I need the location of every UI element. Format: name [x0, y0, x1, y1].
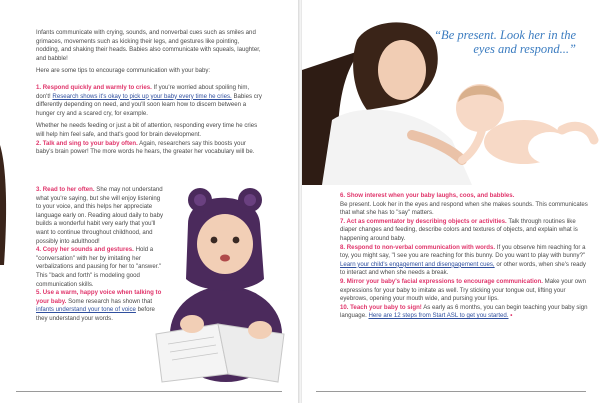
intro-paragraph: Infants communicate with crying, sounds, and nonverbal cues such as smiles and grimaces, movements such as kicking their legs, and gestures like pointing, nodding, and shaking their heads. Babies also communicate with squeals, laughter, and babble! [36, 29, 261, 62]
tip-6 [340, 192, 592, 201]
tip-10 [340, 304, 592, 321]
tip-4-body: Hold a "conversation" with her by imitating her verbalizations and pausing for her to "answer." This "back and forth" is modeling good communication skills. [36, 246, 162, 288]
tip-4 [36, 246, 166, 289]
tip-10-asl-link[interactable]: Here are 12 steps from Start ASL to get you started. [368, 312, 509, 320]
tip-7-heading: 7. Act as commentator by describing objects or activities. [340, 217, 507, 225]
left-column-lower [36, 186, 166, 324]
pull-quote: “Be present. Look her in the eyes and respond...” [434, 28, 576, 56]
tip-5 [36, 289, 166, 323]
right-page [302, 0, 600, 403]
tip-8-heading: 8. Respond to non-verbal communication with words. [340, 243, 496, 251]
woman-hair-edge-illustration [0, 145, 8, 265]
tip-9 [340, 278, 592, 304]
tip-9-body: Make your own expressions for your baby to imitate as well. Try sticking your tongue out, lifting your eyebrows, opening your mouth wide, and pursing your lips. [340, 277, 586, 303]
baby-reading-book-photo [148, 184, 298, 384]
tip-1-heading: 1. Respond quickly and warmly to cries. [36, 83, 152, 91]
tip-2 [36, 140, 264, 157]
intro-text-block [36, 29, 264, 157]
tip-1 [36, 84, 264, 118]
tip-10-heading: 10. Teach your baby to sign! [340, 303, 422, 311]
right-bottom-rule [316, 391, 586, 392]
tip-8-post: or other words, when she's ready to interact and when she needs a break. [340, 260, 586, 277]
tip-2-heading: 2. Talk and sing to your baby often. [36, 139, 138, 147]
tip-3-heading: 3. Read to her often. [36, 186, 95, 193]
tip-6-heading: 6. Show interest when your baby laughs, coos, and babbles. [340, 192, 515, 199]
tip-5-post: before they understand your words. [36, 306, 155, 322]
tip-1-pre: If you're worried about spoiling him, don't! [36, 83, 250, 100]
tip-8-pre: If you observe him reaching for a toy, you might say, "I see you are reaching for this bunny. Do you want to play with bunny?" [340, 243, 586, 260]
left-bottom-rule [16, 391, 282, 392]
tip-4-heading: 4. Copy her sounds and gestures. [36, 246, 134, 254]
tip-5-heading: 5. Use a warm, happy voice when talking to your baby. [36, 289, 162, 305]
end-bullet: • [510, 312, 513, 320]
tip-6-body: Be present. Look her in the eyes and respond when she makes sounds. This communicates that what she has to "say" matters. [340, 200, 588, 217]
tip-2-body: Again, researchers say this boosts your baby's brain power! The more words he hears, the greater her vocabulary will be. [36, 139, 255, 156]
tip-3-body: She may not understand what you're saying, but she will enjoy listening to your voice, and this helps her appreciate language early on. Reading aloud daily to baby builds a wonderful habit very early that you'll want to continue throughout childhood, and possibly into adulthood! [36, 186, 164, 245]
tip-1-extra: Whether he needs feeding or just a bit of attention, responding every time he cries will help him feel safe, and that's good for brain development. [36, 122, 258, 138]
right-column-text [340, 192, 592, 321]
tip-10-pre: As early as 6 months, you can begin teaching your baby sign language. [340, 303, 588, 320]
tip-7 [340, 218, 592, 244]
tip-7-body: Talk through routines like diaper changes and feeding, describe colors and textures of objects, and explain what is happening around baby. [340, 217, 578, 242]
tip-8-cues-link[interactable]: Learn your child's engagement and disengagement cues, [340, 260, 495, 268]
tips-intro: Here are some tips to encourage communication with your baby: [36, 67, 211, 75]
left-page [0, 0, 298, 403]
tip-9-heading: 9. Mirror your baby's facial expressions to encourage communication. [340, 277, 543, 285]
tip-1-research-link[interactable]: Research shows it's okay to pick up your baby every time he cries. [52, 92, 232, 100]
tip-5-tone-link[interactable]: infants understand your tone of voice [36, 306, 136, 314]
tip-1-post: Babies cry differently depending on need, and you'll soon learn how to discern between a hunger cry and a scared cry, for example. [36, 92, 262, 117]
tip-5-pre: Some research has shown that [68, 297, 153, 305]
tip-8 [340, 244, 592, 278]
tip-3 [36, 186, 166, 246]
